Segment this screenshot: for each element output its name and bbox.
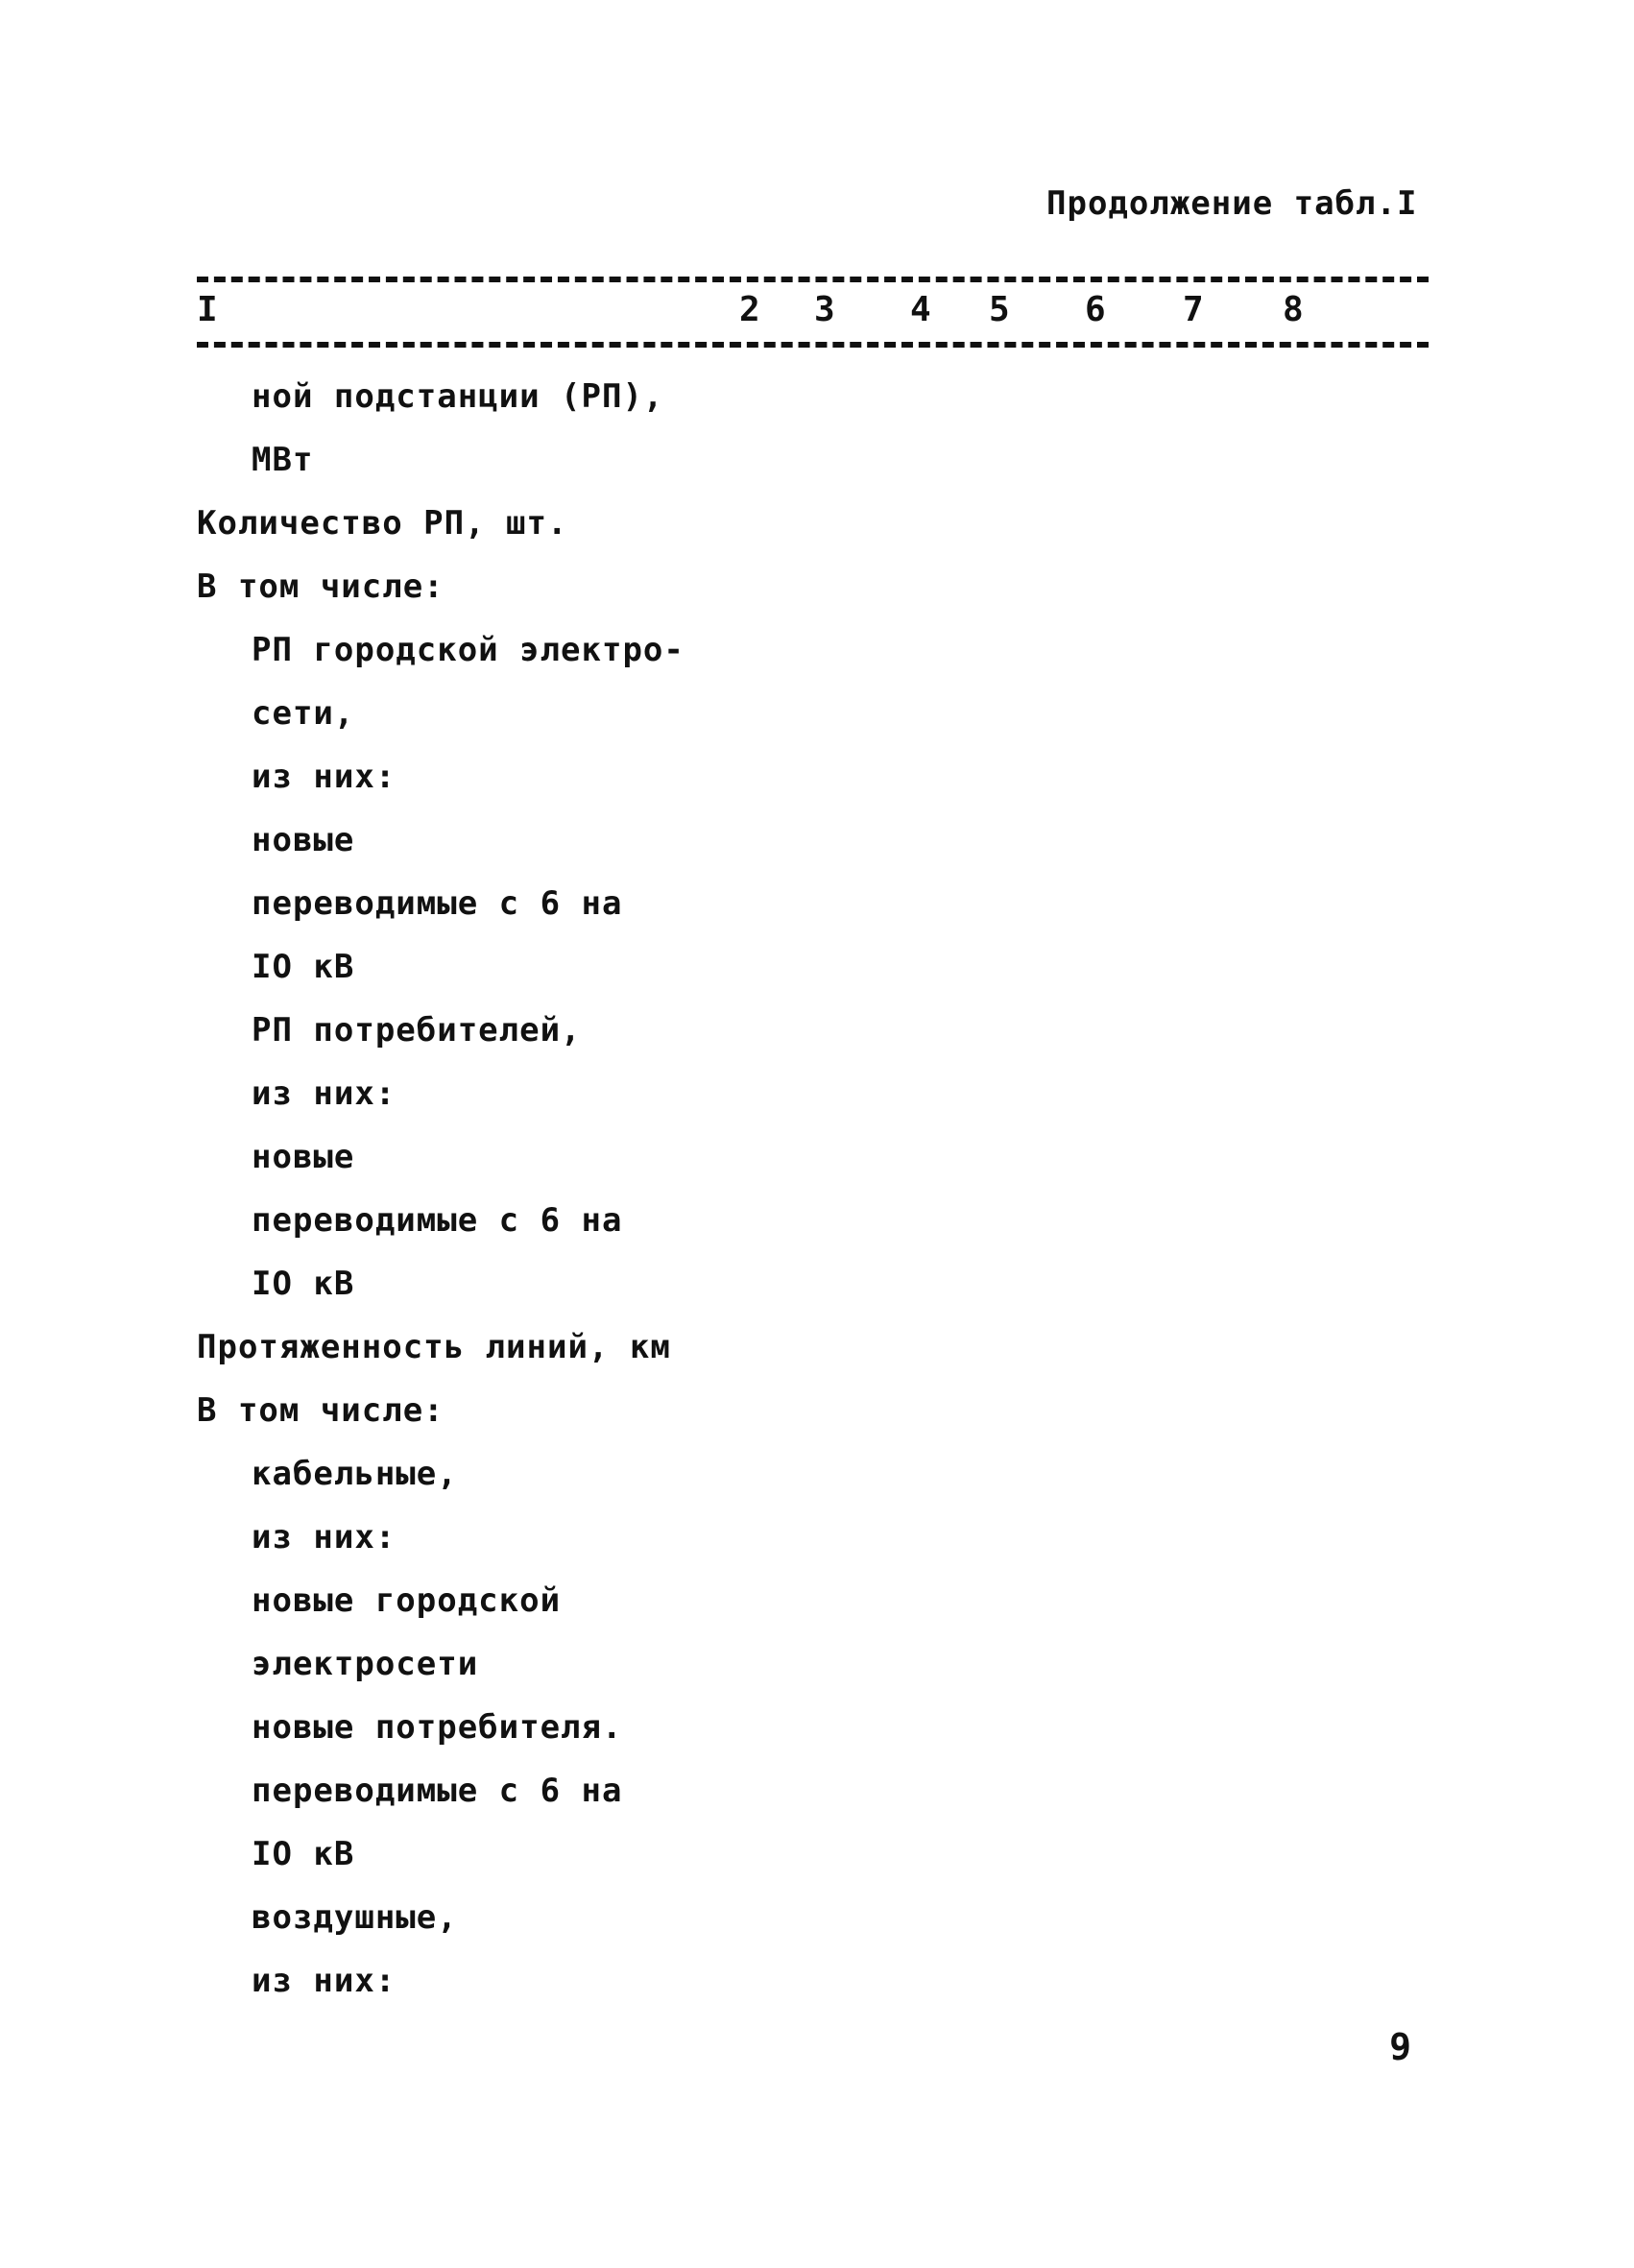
table-row-label: В том числе: — [197, 567, 445, 606]
table-row-label: новые городской — [252, 1581, 562, 1620]
table-row-label: новые — [252, 1138, 355, 1176]
column-number: 4 — [910, 290, 931, 329]
table-row-label: электросети — [252, 1645, 479, 1683]
table-row-label: новые — [252, 821, 355, 859]
table-row-label: переводимые с 6 на — [252, 1201, 623, 1240]
table-row-label: из них: — [252, 758, 396, 796]
table-row-label: РП городской электро- — [252, 631, 685, 669]
table-row-label: IO кВ — [252, 1265, 355, 1303]
column-number: 5 — [989, 290, 1010, 329]
table-row-label: воздушные, — [252, 1898, 458, 1937]
table-row-label: из них: — [252, 1518, 396, 1556]
table-row-label: переводимые с 6 на — [252, 884, 623, 923]
column-number: I — [197, 290, 218, 329]
column-number: 6 — [1085, 290, 1106, 329]
column-number: 2 — [739, 290, 760, 329]
table-row-label: новые потребителя. — [252, 1708, 623, 1747]
table-row-label: из них: — [252, 1074, 396, 1113]
column-number-header — [0, 290, 1634, 338]
table-row-label: Протяженность линий, км — [197, 1328, 671, 1366]
table-row-label: из них: — [252, 1962, 396, 2000]
header-rule-top — [197, 277, 1429, 282]
table-row-label: В том числе: — [197, 1391, 445, 1430]
table-row-label: кабельные, — [252, 1455, 458, 1493]
table-row-label: Количество РП, шт. — [197, 504, 568, 543]
table-row-label: IO кВ — [252, 948, 355, 986]
table-row-label: ной подстанции (РП), — [252, 377, 664, 416]
table-row-label: IO кВ — [252, 1835, 355, 1873]
table-row-label: переводимые с 6 на — [252, 1772, 623, 1810]
column-number: 8 — [1283, 290, 1304, 329]
table-row-labels — [0, 365, 1634, 2013]
table-row-label: сети, — [252, 694, 355, 733]
column-number: 3 — [814, 290, 835, 329]
column-number: 7 — [1183, 290, 1204, 329]
table-continuation-caption: Продолжение табл.I — [1046, 184, 1418, 223]
table-row-label: РП потребителей, — [252, 1011, 582, 1050]
table-row-label: МВт — [252, 441, 314, 479]
page-number: 9 — [1389, 2026, 1411, 2068]
header-rule-bottom — [197, 342, 1429, 348]
